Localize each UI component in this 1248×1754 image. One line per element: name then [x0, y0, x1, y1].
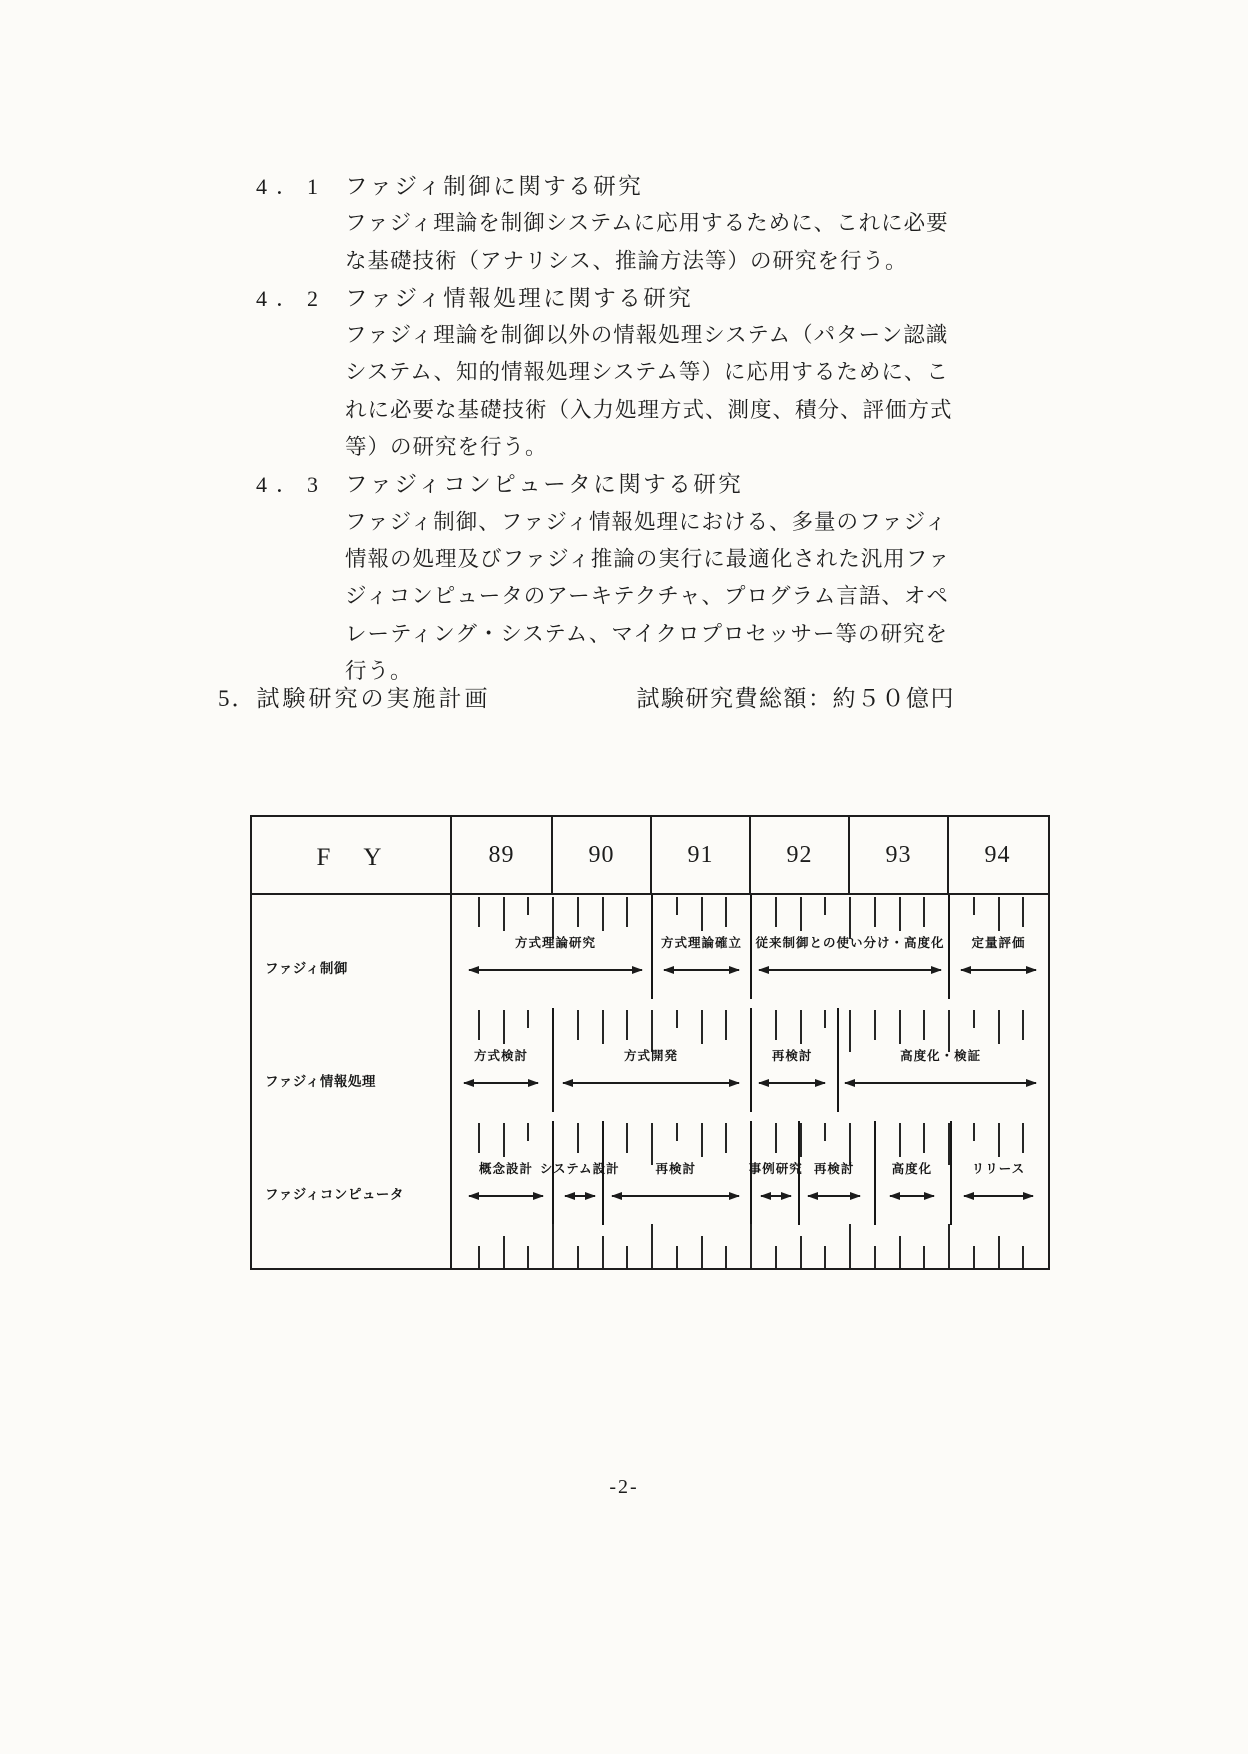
bottom-ruler-tick [503, 1236, 505, 1268]
phase-duration-arrow [469, 1195, 543, 1197]
phase-label: 定量評価 [971, 936, 1026, 950]
bottom-ruler-tick [552, 1224, 554, 1268]
phase-boundary-line [552, 1008, 554, 1112]
ruler-tick [725, 1123, 727, 1153]
phase-boundary-line [948, 895, 950, 999]
section-number: 4．2 [256, 285, 328, 311]
ruler-tick [923, 897, 925, 927]
phase-duration-arrow [464, 1082, 538, 1084]
ruler-tick [701, 1010, 703, 1044]
phase-duration-arrow [565, 1195, 595, 1197]
gantt-header-row [252, 817, 1048, 895]
ruler-tick [923, 1123, 925, 1153]
section-body-line: ジィコンピュータのアーキテクチャ、プログラム言語、オペ [345, 584, 949, 609]
ruler-tick [478, 897, 480, 927]
phase-label: 方式検討 [474, 1049, 529, 1063]
section-body-line: れに必要な基礎技術（入力処理方式、測度、積分、評価方式 [345, 397, 953, 422]
phase-duration-arrow [964, 1195, 1033, 1197]
gantt-row-label: ファジィコンピュータ [265, 1187, 404, 1202]
section-number: 4．3 [256, 472, 328, 498]
section-body-line: 等）の研究を行う。 [345, 435, 548, 460]
year-header-93: 93 [848, 817, 947, 893]
bottom-ruler-tick [948, 1224, 950, 1268]
phase-label: リリース [971, 1162, 1026, 1176]
ruler-tick [973, 897, 975, 915]
ruler-tick [577, 1123, 579, 1153]
ruler-tick [626, 1123, 628, 1153]
section-title: ファジィ制御に関する研究 [345, 174, 644, 199]
section-title: 試験研究の実施計画 [256, 686, 491, 711]
ruler-tick [676, 1123, 678, 1141]
ruler-tick [899, 1123, 901, 1157]
bottom-ruler-tick [478, 1246, 480, 1268]
bottom-ruler-tick [651, 1224, 653, 1268]
fiscal-year-header-cell: F Y [252, 817, 452, 893]
ruler-tick [626, 897, 628, 927]
section-5-title [218, 684, 491, 714]
ruler-tick [775, 1123, 777, 1153]
ruler-tick [998, 897, 1000, 931]
phase-boundary-line [750, 1008, 752, 1112]
schedule-gantt-table [250, 815, 1050, 1270]
phase-label: 再検討 [813, 1162, 855, 1176]
year-header-94: 94 [947, 817, 1046, 893]
section-body-line: レーティング・システム、マイクロプロセッサー等の研究を [345, 621, 948, 646]
ruler-tick [998, 1010, 1000, 1044]
bottom-ruler-tick [775, 1246, 777, 1268]
ruler-tick [824, 1123, 826, 1141]
ruler-tick [676, 897, 678, 915]
section-number: 4．1 [256, 174, 328, 199]
phase-duration-arrow [759, 1082, 825, 1084]
section-4-2-heading [256, 280, 976, 317]
bottom-ruler-tick [577, 1246, 579, 1268]
ruler-tick [626, 1010, 628, 1040]
phase-duration-arrow [664, 969, 739, 971]
bottom-ruler-tick [602, 1236, 604, 1268]
ruler-tick [676, 1010, 678, 1028]
ruler-tick [577, 897, 579, 927]
ruler-tick [503, 1123, 505, 1157]
phase-duration-arrow [890, 1195, 935, 1197]
ruler-tick [824, 897, 826, 915]
ruler-tick [527, 1123, 529, 1141]
ruler-tick [577, 1010, 579, 1040]
ruler-tick [527, 1010, 529, 1028]
ruler-tick [1022, 1123, 1024, 1153]
phase-duration-arrow [808, 1195, 859, 1197]
phase-duration-arrow [469, 969, 642, 971]
bottom-ruler-tick [800, 1236, 802, 1268]
bottom-ruler-tick [973, 1246, 975, 1268]
ruler-tick [973, 1010, 975, 1028]
phase-label: 方式理論研究 [514, 936, 596, 950]
ruler-tick [1022, 897, 1024, 927]
phase-label: 従来制御との使い分け・高度化 [755, 936, 945, 950]
phase-label: 概念設計 [478, 1162, 533, 1176]
ruler-tick [725, 1010, 727, 1040]
phase-duration-arrow [961, 969, 1036, 971]
bottom-ruler-tick [824, 1246, 826, 1268]
ruler-tick [800, 1010, 802, 1044]
bottom-ruler-tick [626, 1246, 628, 1268]
ruler-tick [503, 1010, 505, 1044]
section-4-3-heading [256, 466, 976, 503]
ruler-tick [849, 1010, 851, 1052]
ruler-tick [701, 897, 703, 931]
section-title: ファジィ情報処理に関する研究 [345, 285, 694, 311]
ruler-tick [725, 897, 727, 927]
phase-duration-arrow [759, 969, 941, 971]
gantt-row-label: ファジィ情報処理 [265, 1074, 376, 1089]
section-body-line: システム、知的情報処理システム等）に応用するために、こ [345, 360, 949, 385]
ruler-tick [478, 1123, 480, 1153]
section-body-line: 行う。 [345, 658, 413, 683]
gantt-row-label-column [252, 895, 452, 1268]
bottom-ruler-tick [849, 1224, 851, 1268]
bottom-ruler-tick [998, 1236, 1000, 1268]
phase-boundary-line [837, 1008, 839, 1112]
gantt-row-label: ファジィ制御 [265, 961, 348, 976]
phase-label: 方式開発 [623, 1049, 679, 1063]
bottom-ruler-tick [899, 1236, 901, 1268]
section-body-line: ファジィ制御、ファジィ情報処理における、多量のファジィ [345, 509, 948, 534]
ruler-tick [651, 1123, 653, 1165]
ruler-tick [874, 897, 876, 927]
ruler-tick [800, 897, 802, 931]
year-header-90: 90 [551, 817, 650, 893]
section-body-line: ファジィ理論を制御以外の情報処理システム（パターン認識 [345, 323, 949, 348]
bottom-ruler-tick [923, 1246, 925, 1268]
ruler-tick [998, 1123, 1000, 1157]
ruler-tick [602, 1010, 604, 1044]
phase-duration-arrow [612, 1195, 739, 1197]
phase-boundary-line [750, 895, 752, 999]
phase-duration-arrow [563, 1082, 739, 1084]
bottom-ruler-tick [1022, 1246, 1024, 1268]
ruler-tick [775, 1010, 777, 1040]
page-number: -2- [609, 1476, 639, 1498]
budget-total-label: 試験研究費総額：約５０億円 [636, 686, 955, 711]
section-5-heading-row [218, 684, 955, 714]
phase-label: 再検討 [655, 1162, 697, 1176]
section-body-line: な基礎技術（アナリシス、推論方法等）の研究を行う。 [345, 248, 908, 273]
year-header-89: 89 [488, 841, 515, 868]
phase-label: 再検討 [771, 1049, 813, 1063]
section-body-line: ファジィ理論を制御システムに応用するために、これに必要 [345, 211, 949, 236]
bottom-ruler-tick [874, 1246, 876, 1268]
ruler-tick [701, 1123, 703, 1157]
ruler-tick [527, 897, 529, 915]
bottom-ruler-tick [676, 1246, 678, 1268]
bottom-ruler-tick [725, 1246, 727, 1268]
bottom-ruler-tick [701, 1236, 703, 1268]
phase-label: 方式理論確立 [660, 936, 743, 950]
phase-duration-arrow [761, 1195, 791, 1197]
ruler-tick [899, 897, 901, 931]
section-body-line: 情報の処理及びファジィ推論の実行に最適化された汎用ファ [345, 546, 951, 571]
section-4-1-heading [256, 168, 976, 205]
phase-boundary-line [950, 1121, 952, 1225]
section-title: ファジィコンピュータに関する研究 [345, 472, 744, 498]
section-number: 5． [218, 686, 257, 711]
phase-boundary-line [651, 895, 653, 999]
ruler-tick [602, 897, 604, 931]
bottom-ruler-tick [750, 1224, 752, 1268]
phase-label: 事例研究 [748, 1162, 803, 1176]
ruler-tick [478, 1010, 480, 1040]
phase-label: 高度化 [891, 1162, 933, 1176]
ruler-tick [973, 1123, 975, 1141]
phase-duration-arrow [845, 1082, 1036, 1084]
ruler-tick [824, 1010, 826, 1028]
ruler-tick [775, 897, 777, 927]
gantt-chart-area [454, 895, 1048, 1268]
phase-label: システム設計 [539, 1162, 620, 1176]
phase-label: 高度化・検証 [900, 1049, 982, 1063]
year-header-91: 91 [650, 817, 749, 893]
ruler-tick [874, 1010, 876, 1040]
ruler-tick [503, 897, 505, 931]
ruler-tick [899, 1010, 901, 1044]
ruler-tick [800, 1123, 802, 1157]
bottom-ruler-tick [527, 1246, 529, 1268]
section-4-text-block [256, 168, 976, 690]
year-header-92: 92 [749, 817, 848, 893]
phase-boundary-line [874, 1121, 876, 1225]
ruler-tick [923, 1010, 925, 1040]
ruler-tick [1022, 1010, 1024, 1040]
